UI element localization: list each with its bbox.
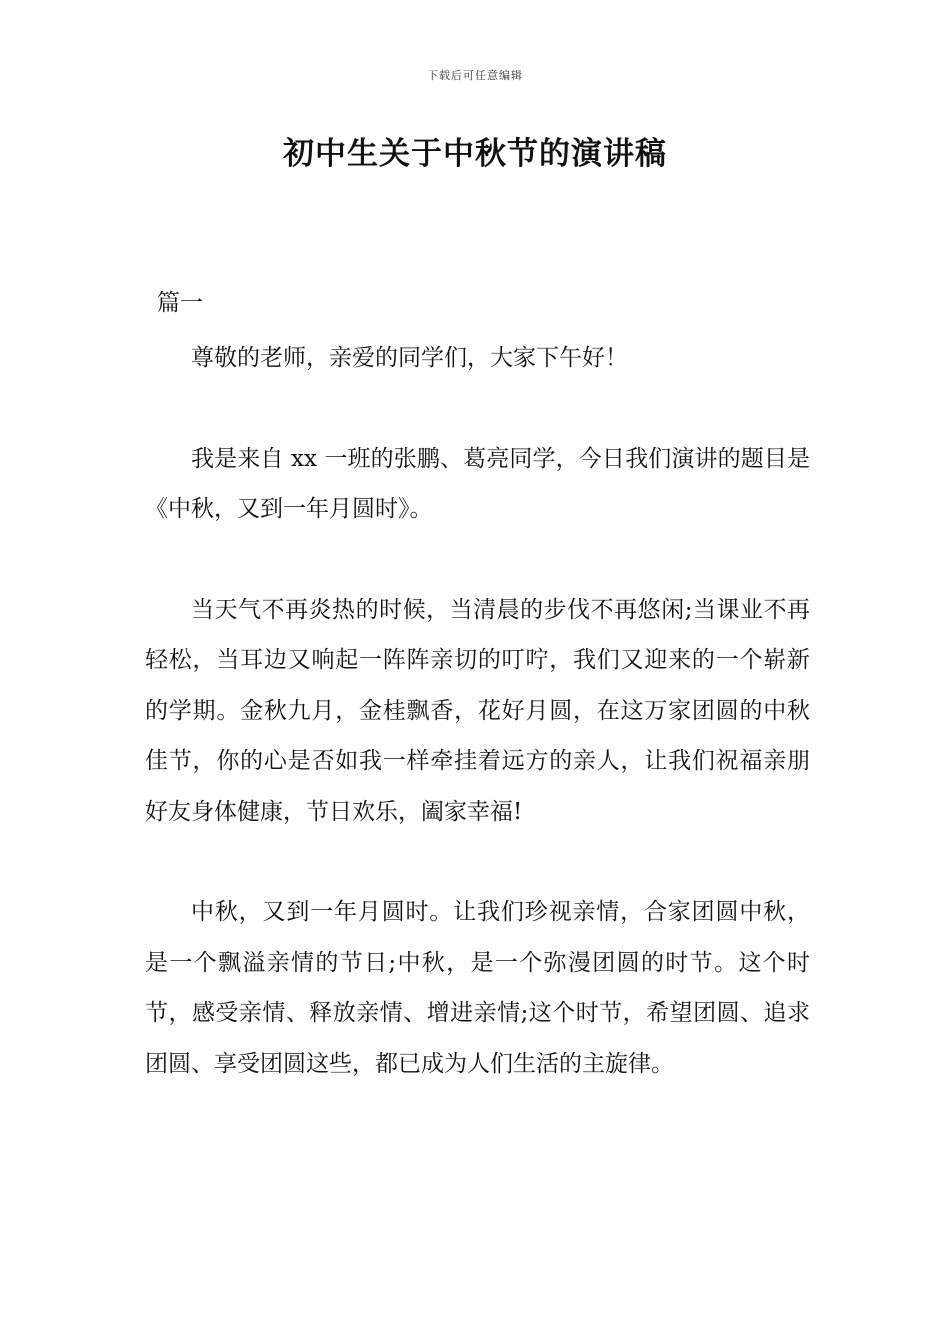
header-note: 下载后可任意编辑 xyxy=(427,69,523,82)
paragraph-greeting: 尊敬的老师，亲爱的同学们，大家下午好！ xyxy=(191,345,628,371)
document-body xyxy=(145,333,810,1139)
paragraph-introduction: 我是来自 xx 一班的张鹏、葛亮同学，今日我们演讲的题目是《中秋，又到一年月圆时》。 xyxy=(145,445,810,522)
paragraph-reunion: 中秋，又到一年月圆时。让我们珍视亲情，合家团圆中秋，是一个飘溢亲情的节日;中秋，是一个弥漫团圆的时节。这个时节，感受亲情、释放亲情、增进亲情;这个时节，希望团圆、追求团圆、享受团圆这些，都已成为人们生活的主旋律。 xyxy=(145,899,810,1077)
section-label: 篇一 xyxy=(157,290,203,316)
paragraph-autumn: 当天气不再炎热的时候，当清晨的步伐不再悠闲;当课业不再轻松，当耳边又响起一阵阵亲切的叮咛，我们又迎来的一个崭新的学期。金秋九月，金桂飘香，花好月圆，在这万家团圆的中秋佳节，你的心是否如我一样牵挂着远方的亲人，让我们祝福亲朋好友身体健康，节日欢乐，阖家幸福! xyxy=(145,596,810,825)
document-title: 初中生关于中秋节的演讲稿 xyxy=(283,136,667,172)
